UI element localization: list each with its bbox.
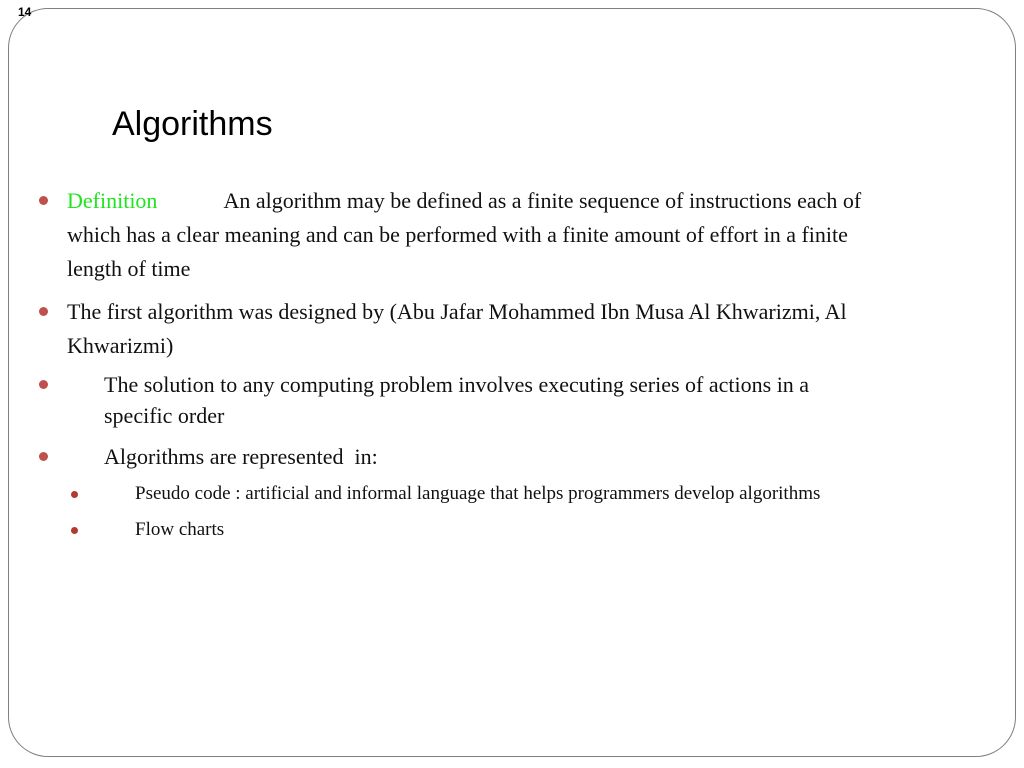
sub-bullet-dot-icon <box>71 527 78 534</box>
first-algorithm-line2: Khwarizmi) <box>67 333 174 358</box>
solution-line1: The solution to any computing problem involves executing series of actions in a <box>104 372 810 397</box>
bullet-definition <box>67 184 997 286</box>
definition-label: Definition <box>67 188 158 213</box>
bullet-solution <box>104 369 984 431</box>
definition-text-line1: An algorithm may be defined as a finite sequence of instructions each of <box>223 188 862 213</box>
bullet-dot-icon <box>39 452 48 461</box>
sub-bullet-pseudo-code <box>135 480 995 508</box>
flow-charts-text: Flow charts <box>135 519 225 540</box>
slide-title: Algorithms <box>112 105 273 143</box>
sub-bullet-dot-icon <box>71 491 78 498</box>
solution-line2: specific order <box>104 403 225 428</box>
bullet-dot-icon <box>39 380 48 389</box>
bullet-represented <box>104 440 984 474</box>
definition-text-line2: which has a clear meaning and can be performed with a finite amount of effort in a finite <box>67 222 848 247</box>
pseudo-code-text: Pseudo code : artificial and informal language that helps programmers develop algorithms <box>135 483 821 504</box>
represented-line1: Algorithms are represented in: <box>104 444 378 469</box>
bullet-first-algorithm <box>67 295 997 363</box>
bullet-dot-icon <box>39 196 48 205</box>
slide-number: 14 <box>18 5 32 19</box>
definition-text-line3: length of time <box>67 256 191 281</box>
bullet-dot-icon <box>39 307 48 316</box>
sub-bullet-flow-charts <box>135 516 995 544</box>
first-algorithm-line1: The first algorithm was designed by (Abu Jafar Mohammed Ibn Musa Al Khwarizmi, Al <box>67 299 847 324</box>
